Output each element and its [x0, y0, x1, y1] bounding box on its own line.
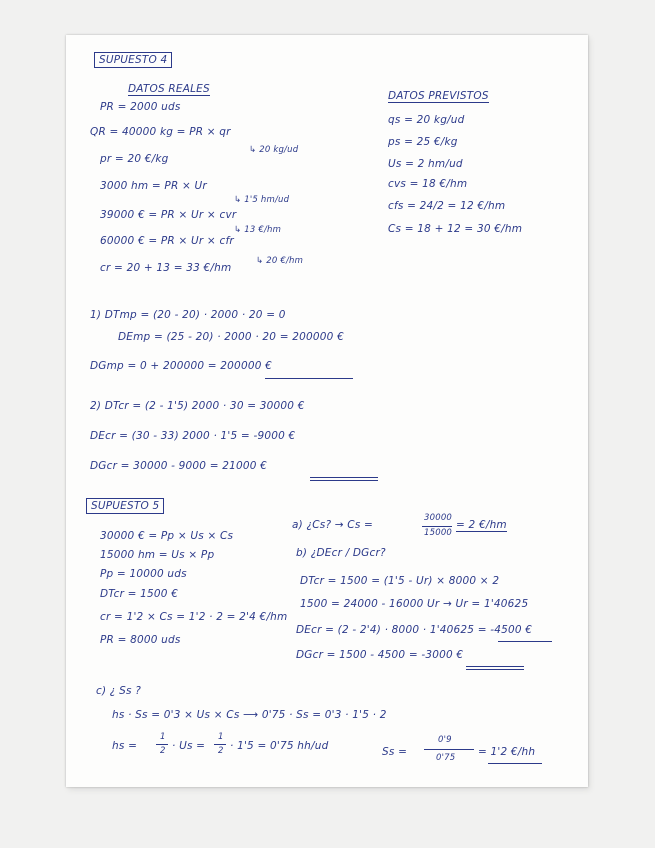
s5-b-line: DTcr = 1500 = (1'5 - Ur) × 8000 × 2: [300, 575, 500, 587]
prev-line: Us = 2 hm/ud: [388, 158, 463, 170]
s5-a-question: a) ¿Cs? → Cs =: [292, 519, 374, 531]
underline: [466, 666, 524, 667]
real-line: cr = 20 + 13 = 33 €/hm: [100, 262, 232, 274]
s5-c-question: c) ¿ Ss ?: [96, 685, 141, 697]
q1-line: DGmp = 0 + 200000 = 200000 €: [90, 360, 272, 372]
s5-c-ss-den: 0'75: [436, 753, 456, 763]
fraction-bar: [424, 749, 474, 750]
s5-left-line: DTcr = 1500 €: [100, 588, 179, 600]
real-line: ↳ 1'5 hm/ud: [234, 195, 290, 205]
real-line: 3000 hm = PR × Ur: [100, 180, 207, 192]
q2-line: DGcr = 30000 - 9000 = 21000 €: [90, 460, 268, 472]
header-datos-reales: DATOS REALES: [128, 83, 210, 95]
header-datos-previstos: DATOS PREVISTOS: [388, 90, 489, 102]
s5-a-num: 30000: [424, 513, 453, 523]
s5-b-line: DGcr = 1500 - 4500 = -3000 €: [296, 649, 464, 661]
real-line: ↳ 20 kg/ud: [249, 145, 299, 155]
q1-line: DEmp = (25 - 20) · 2000 · 20 = 200000 €: [118, 331, 344, 343]
s5-left-line: cr = 1'2 × Cs = 1'2 · 2 = 2'4 €/hm: [100, 611, 288, 623]
s5-c-hs-num: 1: [160, 732, 166, 742]
fraction-bar: [156, 744, 168, 745]
q1-line: 1) DTmp = (20 - 20) · 2000 · 20 = 0: [90, 309, 286, 321]
real-line: ↳ 20 €/hm: [256, 256, 304, 266]
real-line: ↳ 13 €/hm: [234, 225, 282, 235]
prev-line: cvs = 18 €/hm: [388, 178, 468, 190]
title-supuesto-5: SUPUESTO 5: [86, 498, 164, 514]
fraction-bar: [422, 526, 452, 527]
s5-left-line: 30000 € = Pp × Us × Cs: [100, 530, 234, 542]
underline: [466, 669, 524, 670]
s5-b-line: 1500 = 24000 - 16000 Ur → Ur = 1'40625: [300, 598, 529, 610]
real-line: pr = 20 €/kg: [100, 153, 169, 165]
s5-left-line: PR = 8000 uds: [100, 634, 181, 646]
s5-c-hs-num2: 1: [218, 732, 224, 742]
prev-line: ps = 25 €/kg: [388, 136, 458, 148]
real-line: QR = 40000 kg = PR × qr: [90, 126, 231, 138]
s5-c-ss-label: Ss =: [382, 746, 408, 758]
underline: [310, 480, 378, 481]
s5-c-line1: hs · Ss = 0'3 × Us × Cs ⟶ 0'75 · Ss = 0'3 · 1'5 · 2: [112, 709, 387, 721]
s5-c-hs-den: 2: [160, 746, 166, 756]
paper-sheet: [66, 35, 588, 787]
underline: [498, 641, 552, 642]
underline: [310, 477, 378, 478]
fraction-bar: [214, 744, 226, 745]
s5-c-hs-mid: · Us =: [172, 740, 206, 752]
s5-b-question: b) ¿DEcr / DGcr?: [296, 547, 386, 559]
underline: [265, 378, 353, 379]
s5-b-line: DEcr = (2 - 2'4) · 8000 · 1'40625 = -4500 €: [296, 624, 533, 636]
s5-c-ss-result: = 1'2 €/hh: [478, 746, 536, 758]
q2-line: 2) DTcr = (2 - 1'5) 2000 · 30 = 30000 €: [90, 400, 305, 412]
s5-left-line: Pp = 10000 uds: [100, 568, 187, 580]
q2-line: DEcr = (30 - 33) 2000 · 1'5 = -9000 €: [90, 430, 296, 442]
s5-c-hs-label: hs =: [112, 740, 138, 752]
s5-c-hs-rest: · 1'5 = 0'75 hh/ud: [230, 740, 329, 752]
prev-line: Cs = 18 + 12 = 30 €/hm: [388, 223, 523, 235]
s5-c-ss-num: 0'9: [438, 735, 452, 745]
s5-c-hs-den2: 2: [218, 746, 224, 756]
real-line: 39000 € = PR × Ur × cvr: [100, 209, 237, 221]
underline: [488, 763, 542, 764]
real-line: 60000 € = PR × Ur × cfr: [100, 235, 234, 247]
s5-left-line: 15000 hm = Us × Pp: [100, 549, 215, 561]
prev-line: qs = 20 kg/ud: [388, 114, 465, 126]
prev-line: cfs = 24/2 = 12 €/hm: [388, 200, 506, 212]
title-supuesto-4: SUPUESTO 4: [94, 52, 172, 68]
real-line: PR = 2000 uds: [100, 101, 181, 113]
s5-a-result: = 2 €/hm: [456, 519, 507, 531]
s5-a-den: 15000: [424, 528, 453, 538]
